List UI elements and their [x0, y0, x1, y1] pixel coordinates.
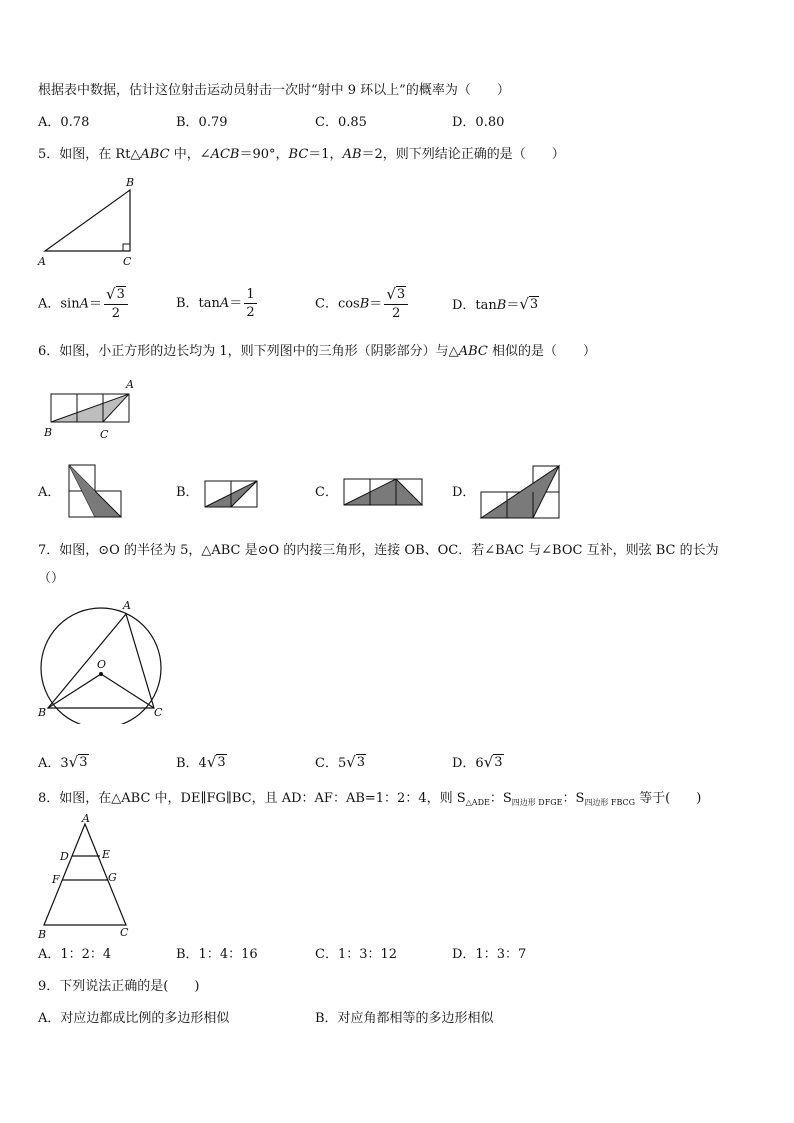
q6-option-c-label: C． [315, 485, 338, 500]
q6-option-b-label: B． [176, 485, 199, 500]
q7-option-b: B．4 √ 3 [176, 753, 226, 771]
q9-stem: 9．下列说法正确的是( ) [38, 979, 200, 994]
q7-label-a: A [123, 599, 131, 612]
q8-trapezoid-figure [34, 812, 134, 942]
q7-label-o: O [97, 658, 107, 671]
q5-stem: 5．如图，在 Rt△ABC 中，∠ACB＝90°，BC＝1，AB＝2，则下列结论正确的是（ ） [38, 147, 565, 162]
q7-circle-figure [34, 596, 174, 724]
q6-label-c: C [100, 428, 109, 441]
q9-option-b: B．对应角都相等的多边形相似 [315, 1011, 494, 1026]
q6-label-b: B [44, 426, 53, 439]
q6-reference-grid-figure [38, 376, 148, 442]
q8-stem: 8．如图，在△ABC 中，DE∥FG∥BC，且 AD：AF：AB=1：2：4，则 $S_{\triangle ADE}$：$S_{四边形 DFGE}$：$S_{四边形 FBCG}$ 等于( ) [38, 791, 702, 807]
q7-label-b: B [38, 706, 47, 719]
q8-label-g: G [108, 871, 117, 884]
q8-label-a: A [82, 812, 90, 825]
q9-option-a: A．对应边都成比例的多边形相似 [38, 1011, 230, 1026]
q7-option-d: D．6 √ 3 [452, 753, 503, 771]
q6-label-a: A [126, 378, 134, 391]
q6-stem: 6．如图，小正方形的边长均为 1，则下列图中的三角形（阴影部分）与△ABC 相似的是（ ） [38, 344, 596, 359]
q8-label-b: B [38, 928, 47, 941]
q7-label-c: C [154, 706, 163, 719]
q8-option-a: A．1：2：4 [38, 947, 112, 962]
q5-option-b: B．tanA＝ $\frac{1}{2}$ [176, 287, 255, 320]
q6-option-d-figure [478, 463, 564, 523]
q6-option-a-figure [66, 462, 126, 522]
q8-label-c: C [120, 926, 129, 939]
q8-option-d: D．1：3：7 [452, 947, 527, 962]
q4-option-c: C．0.85 [315, 115, 367, 130]
q6-option-b-figure [202, 478, 262, 510]
q7-stem-line1: 7．如图，⊙O 的半径为 5，△ABC 是⊙O 的内接三角形，连接 OB、OC．若∠BAC 与∠BOC 互补，则弦 BC 的长为 [38, 543, 719, 558]
q8-label-d: D [60, 850, 69, 863]
q5-option-c: C．cosB＝ √ 3 2 [315, 286, 410, 322]
q6-option-d-label: D． [452, 485, 476, 500]
q8-option-b: B．1：4：16 [176, 947, 258, 962]
q5-label-a: A [38, 255, 46, 268]
q4-option-d: D．0.80 [452, 115, 505, 130]
q4-option-a: A．0.78 [38, 115, 90, 130]
q8-label-e: E [102, 848, 111, 861]
q5-label-b: B [126, 176, 135, 189]
q6-option-c-figure [341, 476, 427, 508]
q5-option-d: D．tanB＝ √ 3 [452, 295, 539, 313]
q7-option-c: C．5 √ 3 [315, 753, 366, 771]
q5-right-triangle-figure [34, 174, 144, 270]
q4-stem: 根据表中数据，估计这位射击运动员射击一次时“射中 9 环以上”的概率为（ ） [38, 83, 510, 98]
q7-option-a: A．3 √ 3 [38, 753, 88, 771]
q5-label-c: C [123, 255, 132, 268]
q6-option-a-label: A． [38, 485, 61, 500]
q4-option-b: B．0.79 [176, 115, 228, 130]
q5-option-a: A．sinA＝ √ 3 2 [38, 286, 130, 322]
q7-stem-line2: （） [38, 571, 65, 586]
q8-label-f: F [52, 873, 60, 886]
q8-option-c: C．1：3：12 [315, 947, 398, 962]
